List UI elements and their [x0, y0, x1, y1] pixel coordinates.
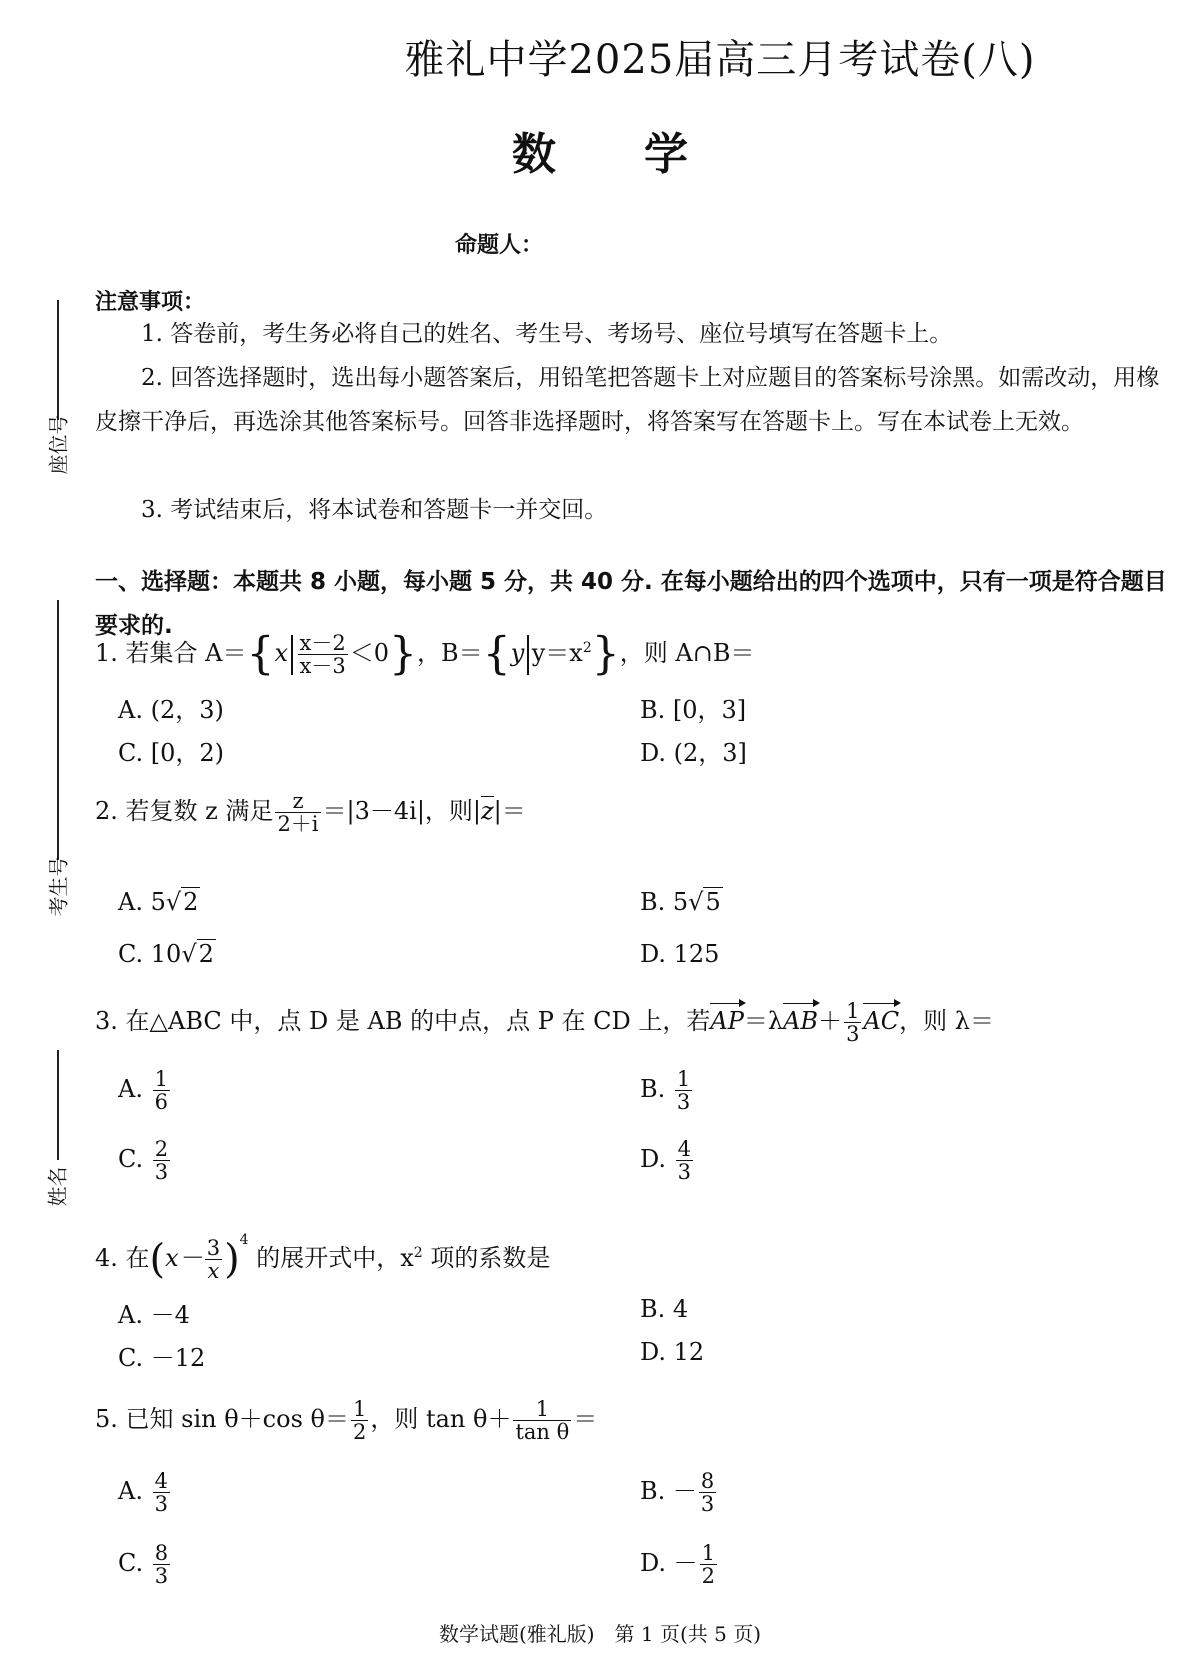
section-heading: 一、选择题：本题共 8 小题，每小题 5 分，共 40 分. 在每小题给出的四个选项中，只有一项是符合题目要求的.	[95, 569, 1167, 639]
q2-option-c: C. 10√2	[118, 940, 214, 968]
q4-option-c: C. －12	[118, 1344, 206, 1372]
question-3: 3. 在△ABC 中，点 D 是 AB 的中点，点 P 在 CD 上，若AP＝λAB＋ $\frac{1}{3}$ AC，则 λ＝	[95, 999, 994, 1046]
name-line	[57, 1050, 59, 1160]
seat-number-label: 座位号	[46, 414, 71, 475]
q1-fraction: $\frac{x-2}{x-3}$	[299, 631, 346, 678]
q4-option-b: B. 4	[640, 1295, 689, 1323]
q2-option-b: B. 5√5	[640, 888, 721, 916]
author-label: 命题人：	[455, 233, 544, 258]
q3-option-c: C. $\frac{2}{3}$	[118, 1137, 169, 1184]
q1-option-a: A. (2，3)	[118, 696, 224, 724]
q5-fraction: $\frac{1}{2}$	[352, 1397, 367, 1444]
q4-option-d: D. 12	[640, 1338, 705, 1366]
q3-option-b: B. $\frac{1}{3}$	[640, 1067, 691, 1114]
question-1: 1. 若集合 A＝{x $\frac{x-2}{x-3}$ ＜0}，B＝{y $y=x^2$}，则 A∩B＝	[95, 628, 755, 680]
q1-option-d: D. (2，3]	[640, 739, 747, 767]
question-4: 4. 在(x－ $\frac{3}{x}$ )$^4$ 的展开式中，$x^2$ 项的系数是	[95, 1232, 551, 1283]
notice-item-1: 1. 答卷前，考生务必将自己的姓名、考生号、考场号、座位号填写在答题卡上。	[141, 321, 953, 347]
subject-title: 数学	[512, 129, 776, 180]
question-2: 2. 若复数 z 满足 $\frac{z}{2+i}$ ＝|3－4i|，则|z|＝	[95, 789, 526, 836]
notice-heading: 注意事项：	[95, 290, 206, 315]
name-label: 姓名	[45, 1166, 70, 1207]
q1-option-b: B. [0，3]	[640, 696, 747, 724]
q5-option-b: B. － $\frac{8}{3}$	[640, 1469, 715, 1516]
q1-option-c: C. [0，2)	[118, 739, 225, 767]
notice-item-2: 2. 回答选择题时，选出每小题答案后，用铅笔把答题卡上对应题目的答案标号涂黑。如需改动，用橡皮擦干净后，再选涂其他答案标号。回答非选择题时，将答案写在答题卡上。写在本试卷上无效。	[95, 365, 1160, 435]
q4-option-a: A. －4	[118, 1301, 190, 1329]
q5-option-c: C. $\frac{8}{3}$	[118, 1541, 169, 1588]
candidate-number-label: 考生号	[46, 856, 71, 917]
q4-fraction: $\frac{3}{x}$	[206, 1236, 221, 1283]
q5-option-a: A. $\frac{4}{3}$	[118, 1469, 168, 1516]
q3-option-a: A. $\frac{1}{6}$	[118, 1067, 168, 1114]
q5-fraction-2: $\frac{1}{\text{tan θ}}$	[515, 1397, 570, 1444]
q2-option-a: A. 5√2	[118, 888, 199, 916]
q2-option-d: D. 125	[640, 940, 720, 968]
seat-number-line	[57, 300, 59, 420]
notice-item-3: 3. 考试结束后，将本试卷和答题卡一并交回。	[141, 497, 608, 523]
candidate-number-line	[57, 600, 59, 860]
q3-option-d: D. $\frac{4}{3}$	[640, 1137, 692, 1184]
question-5: 5. 已知 sin θ＋cos θ＝ $\frac{1}{2}$ ，则 tan θ＋ $\frac{1}{\text{tan θ}}$ ＝	[95, 1397, 598, 1444]
q5-option-d: D. － $\frac{1}{2}$	[640, 1541, 716, 1588]
exam-title: 雅礼中学2025届高三月考试卷(八)	[404, 37, 1036, 83]
q3-fraction: $\frac{1}{3}$	[846, 999, 860, 1046]
page-footer: 数学试题(雅礼版) 第 1 页(共 5 页)	[438, 1622, 762, 1646]
q2-fraction: $\frac{z}{2+i}$	[277, 789, 319, 836]
